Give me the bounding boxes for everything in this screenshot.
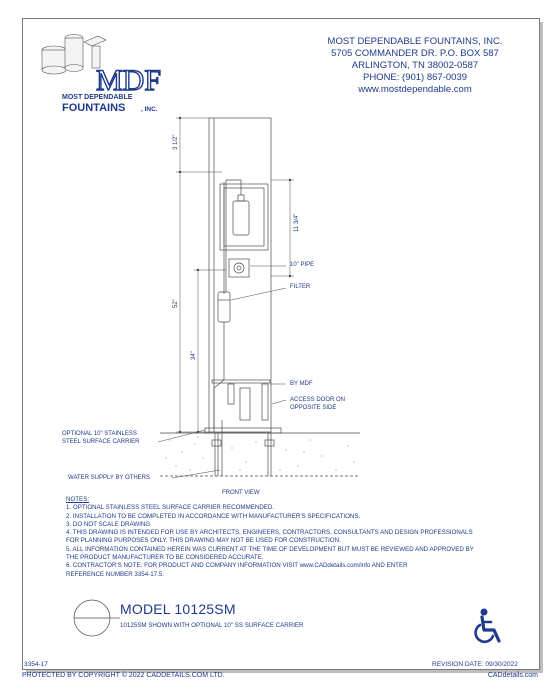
note-item: 5. ALL INFORMATION CONTAINED HEREIN WAS CURRENT AT THE TIME OF DEVELOPMENT BUT MUST BE REVIEWED AND APPROVED BY xyxy=(66,545,474,553)
bubbler-panel xyxy=(220,184,268,250)
callout-by-mdf: BY MDF xyxy=(290,381,313,387)
revision-date: REVISION DATE: 09/30/2022 xyxy=(432,661,518,668)
concrete-stipple xyxy=(165,436,354,470)
logo-mark: MDF xyxy=(96,64,162,97)
notes-block xyxy=(66,496,516,579)
logo-line2: FOUNTAINS xyxy=(62,102,126,114)
copyright: PROTECTED BY COPYRIGHT © 2022 CADDETAILS.COM LTD. xyxy=(22,672,225,679)
callout-access-door-2: OPPOSITE SIDE xyxy=(290,405,337,411)
dim-top: 3 1/2" xyxy=(173,134,179,150)
address-line: ARLINGTON, TN 38002-0587 xyxy=(351,60,479,71)
title-circle-icon xyxy=(64,598,120,638)
note-item: REFERENCE NUMBER 3354-17.5. xyxy=(66,570,164,578)
note-item: 2. INSTALLATION TO BE COMPLETED IN ACCORDANCE WITH MANUFACTURER'S SPECIFICATIONS. xyxy=(66,512,361,520)
notes-title: NOTES: xyxy=(66,496,90,503)
dim-bubbler: 11 3/4" xyxy=(294,213,300,232)
address-line: 5705 COMMANDER DR. P.O. BOX 587 xyxy=(331,48,499,59)
note-item: THE PRODUCT MANUFACTURER TO BE CONSIDERED ACCURATE. xyxy=(66,554,264,562)
filter xyxy=(218,292,230,322)
callout-access-door-1: ACCESS DOOR ON xyxy=(290,397,346,403)
callout-pipe: 10" PIPE xyxy=(290,262,315,268)
view-label: FRONT VIEW xyxy=(222,490,260,496)
note-item: 4. THIS DRAWING IS INTENDED FOR USE BY ARCHITECTS, ENGINEERS, CONTRACTORS, CONSULTANTS AND DESIGN PROFESSIONALS xyxy=(66,529,473,537)
address-line: MOST DEPENDABLE FOUNTAINS, INC. xyxy=(327,36,503,47)
logo-suffix: , INC. xyxy=(141,106,158,113)
model-title: MODEL 10125SM xyxy=(120,601,236,617)
model-subtitle: 10125SM SHOWN WITH OPTIONAL 10" SS SURFACE CARRIER xyxy=(120,622,304,629)
note-item: 3. DO NOT SCALE DRAWING xyxy=(66,520,151,528)
callout-water-supply: WATER SUPPLY BY OTHERS xyxy=(68,475,151,481)
dim-overall: 52" xyxy=(173,299,179,308)
website-link[interactable]: www.mostdependable.com xyxy=(358,84,472,95)
callout-carrier-1: OPTIONAL 10" STAINLESS xyxy=(62,431,137,437)
pipe-fitting xyxy=(234,263,244,273)
dim-pipe-height: 34" xyxy=(191,351,197,360)
caddetails-link[interactable]: CADdetails.com xyxy=(487,672,538,679)
note-item: FOR PLANNING PURPOSES ONLY. THIS DRAWING MAY NOT BE USED FOR CONSTRUCTION. xyxy=(66,537,341,545)
logo-line1: MOST DEPENDABLE xyxy=(62,94,133,101)
note-item: 6. CONTRACTOR'S NOTE: FOR PRODUCT AND COMPANY INFORMATION VISIT www.CADdetails.com/info AND ENTER xyxy=(66,562,408,570)
note-item: 1. OPTIONAL STAINLESS STEEL SURFACE CARRIER RECOMMENDED. xyxy=(66,504,275,512)
bubbler-outlet xyxy=(233,201,249,235)
callout-filter: FILTER xyxy=(290,284,311,290)
address-line: PHONE: (901) 867-0039 xyxy=(362,72,468,83)
wheelchair-icon xyxy=(472,608,506,646)
reference-number: 3354-17 xyxy=(24,661,48,668)
callout-carrier-2: STEEL SURFACE CARRIER xyxy=(62,439,140,445)
